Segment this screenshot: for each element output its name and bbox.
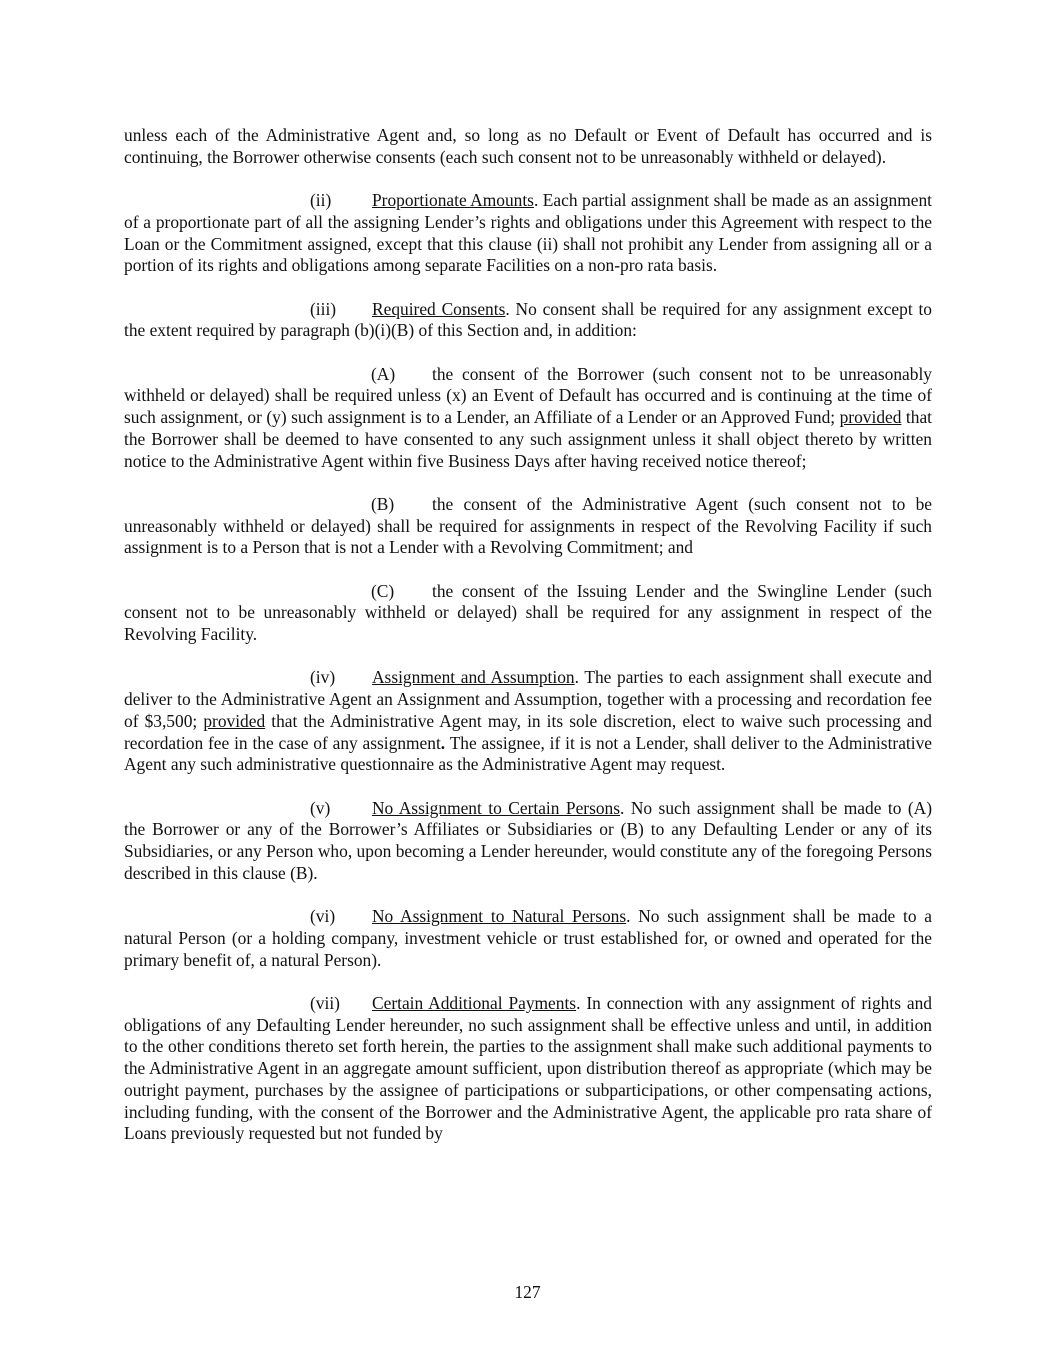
- clause-iv-heading: Assignment and Assumption: [372, 667, 575, 688]
- clause-vii: (vii) Certain Additional Payments. In connection with any assignment of rights and obligations of any Defaulting Lender hereunder, no such assignment shall be effective unless and until, in addition to the other conditions thereto set forth herein, the parties to the assignment shall make such additional payments to the Administrative Agent in an aggregate amount sufficient, upon distribution thereof as appropriate (which may be outright payment, purchases by the assignee of participations or subparticipations, or other compensating actions, including funding, with the consent of the Borrower and the Administrative Agent, the applicable pro rata share of Loans previously requested but not funded by: [124, 992, 933, 1144]
- clause-ii-number: (ii): [310, 190, 332, 211]
- clause-iv-number: (iv): [310, 667, 336, 688]
- clause-ii: (ii) Proportionate Amounts. Each partial assignment shall be made as an assignment of a proportionate part of all the assigning Lender’s rights and obligations under this Agreement with respect to the Loan or the Commitment assigned, except that this clause (ii) shall not prohibit any Lender from assigning all or a portion of its rights and obligations among separate Facilities on a non-pro rata basis.: [124, 190, 933, 276]
- subclause-c-number: (C): [371, 580, 395, 601]
- subclause-c: [124, 581, 932, 646]
- clause-iv: (iv) Assignment and Assumption. The parties to each assignment shall execute and deliver to the Administrative Agent an Assignment and Assumption, together with a processing and recordation fee of $3,500; provided that the Administrative Agent may, in its sole discretion, elect to waive such processing and recordation fee in the case of any assignment. The assignee, if it is not a Lender, shall deliver to the Administrative Agent any such administrative questionnaire as the Administrative Agent may request.: [124, 667, 932, 775]
- paragraph-gap: [124, 885, 932, 907]
- clause-v-heading: No Assignment to Certain Persons: [372, 797, 621, 818]
- clause-iv-text-before: The parties to each assignment shall execute and deliver to the Administrative Agent an Assignment and Assumption, together with a processing and recordation fee of $3,500;: [124, 667, 932, 731]
- subclause-b-text: the consent of the Administrative Agent (such consent not to be unreasonably withheld or delayed) shall be required for assignments in respect of the Revolving Facility if such assignment is to a Person that is not a Lender with a Revolving Commitment; and: [124, 493, 932, 558]
- clause-iv-provided: provided: [203, 710, 266, 731]
- clause-vi: (vi) No Assignment to Natural Persons. No such assignment shall be made to a natural Person (or a holding company, investment vehicle or trust established for, or owned and operated for the primary benefit of, a natural Person).: [124, 906, 932, 970]
- subclause-c-text: the consent of the Issuing Lender and the Swingline Lender (such consent not to be unreasonably withheld or delayed) shall be required for any assignment in respect of the Revolving Facility.: [124, 580, 932, 645]
- clause-iii-number: (iii): [310, 298, 337, 319]
- paragraph-gap: [124, 776, 932, 798]
- clause-iv-text-after: The assignee, if it is not a Lender, shall deliver to the Administrative Agent any such administrative questionnaire as the Administrative Agent may request.: [124, 732, 932, 775]
- clause-vii-heading: Certain Additional Payments: [372, 992, 577, 1013]
- paragraph-gap: [124, 277, 932, 299]
- clause-v: (v) No Assignment to Certain Persons. No such assignment shall be made to (A) the Borrower or any of the Borrower’s Affiliates or Subsidiaries or (B) to any Defaulting Lender or any of its Subsidiaries, or any Person who, upon becoming a Lender hereunder, would constitute any of the foregoing Persons described in this clause (B).: [124, 797, 932, 883]
- subclause-b: [124, 494, 932, 559]
- paragraph-gap: [124, 559, 932, 581]
- subclause-a-text-after: that the Borrower shall be deemed to have consented to any such assignment unless it shall object thereto by written notice to the Administrative Agent within five Business Days after having received notice thereof;: [124, 407, 932, 471]
- paragraph-gap: [124, 342, 932, 364]
- subclause-a-provided: provided: [839, 407, 902, 428]
- page-number: 127: [514, 1282, 541, 1302]
- continuation-text: unless each of the Administrative Agent and, so long as no Default or Event of Default has occurred and is continuing, the Borrower otherwise consents (each such consent not to be unreasonably withheld or delayed).: [124, 125, 932, 167]
- clause-vii-number: (vii): [310, 992, 340, 1013]
- subclause-a-text-before: the consent of the Borrower (such consent not to be unreasonably withheld or delayed) shall be required unless (x) an Event of Default has occurred and is continuing at the time of such assignment, or (y) such assignment is to a Lender, an Affiliate of a Lender or an Approved Fund;: [124, 363, 932, 428]
- clause-ii-text: Each partial assignment shall be made as an assignment of a proportionate part of all the assigning Lender’s rights and obligations under this Agreement with respect to the Loan or the Commitment assigned, except that this clause (ii) shall not prohibit any Lender from assigning all or a portion of its rights and obligations among separate Facilities on a non-pro rata basis.: [124, 190, 933, 276]
- clause-ii-heading: Proportionate Amounts: [372, 190, 534, 211]
- subclause-b-number: (B): [371, 493, 395, 514]
- clause-vi-text: No such assignment shall be made to a natural Person (or a holding company, investment vehicle or trust established for, or owned and operated for the primary benefit of, a natural Person).: [124, 906, 932, 970]
- clause-vi-number: (vi): [310, 906, 336, 927]
- paragraph-gap: [124, 168, 932, 190]
- clause-v-number: (v): [310, 797, 331, 818]
- clause-iii-heading: Required Consents: [372, 298, 506, 319]
- clause-vii-text: In connection with any assignment of rights and obligations of any Defaulting Lender hereunder, no such assignment shall be effective unless and until, in addition to the other conditions thereto set forth herein, the parties to the assignment shall make such additional payments to the Administrative Agent in an aggregate amount sufficient, upon distribution thereof as appropriate (which may be outright payment, purchases by the assignee of participations or subparticipations, or other compensating actions, including funding, with the consent of the Borrower and the Administrative Agent, the applicable pro rata share of Loans previously requested but not funded by: [124, 992, 933, 1144]
- clause-iii: (iii) Required Consents. No consent shall be required for any assignment except to the extent required by paragraph (b)(i)(B) of this Section and, in addition:: [124, 298, 932, 341]
- clause-iv-text-middle: that the Administrative Agent may, in its sole discretion, elect to waive such processing and recordation fee in the case of any assignment: [124, 710, 932, 753]
- paragraph-gap: [124, 971, 932, 993]
- clause-vi-heading: No Assignment to Natural Persons: [372, 906, 627, 927]
- clause-v-text: No such assignment shall be made to (A) the Borrower or any of the Borrower’s Affiliates or Subsidiaries or (B) to any Defaulting Lender or any of its Subsidiaries, or any Person who, upon becoming a Lender hereunder, would constitute any of the foregoing Persons described in this clause (B).: [124, 797, 932, 883]
- clause-iii-text: No consent shall be required for any assignment except to the extent required by paragraph (b)(i)(B) of this Section and, in addition:: [124, 298, 932, 341]
- paragraph-gap: [124, 646, 932, 668]
- document-page: [124, 125, 932, 1145]
- subclause-a-number: (A): [371, 363, 396, 384]
- paragraph-gap: [124, 472, 932, 494]
- subclause-a: [124, 364, 932, 473]
- continuation-paragraph: [124, 125, 932, 168]
